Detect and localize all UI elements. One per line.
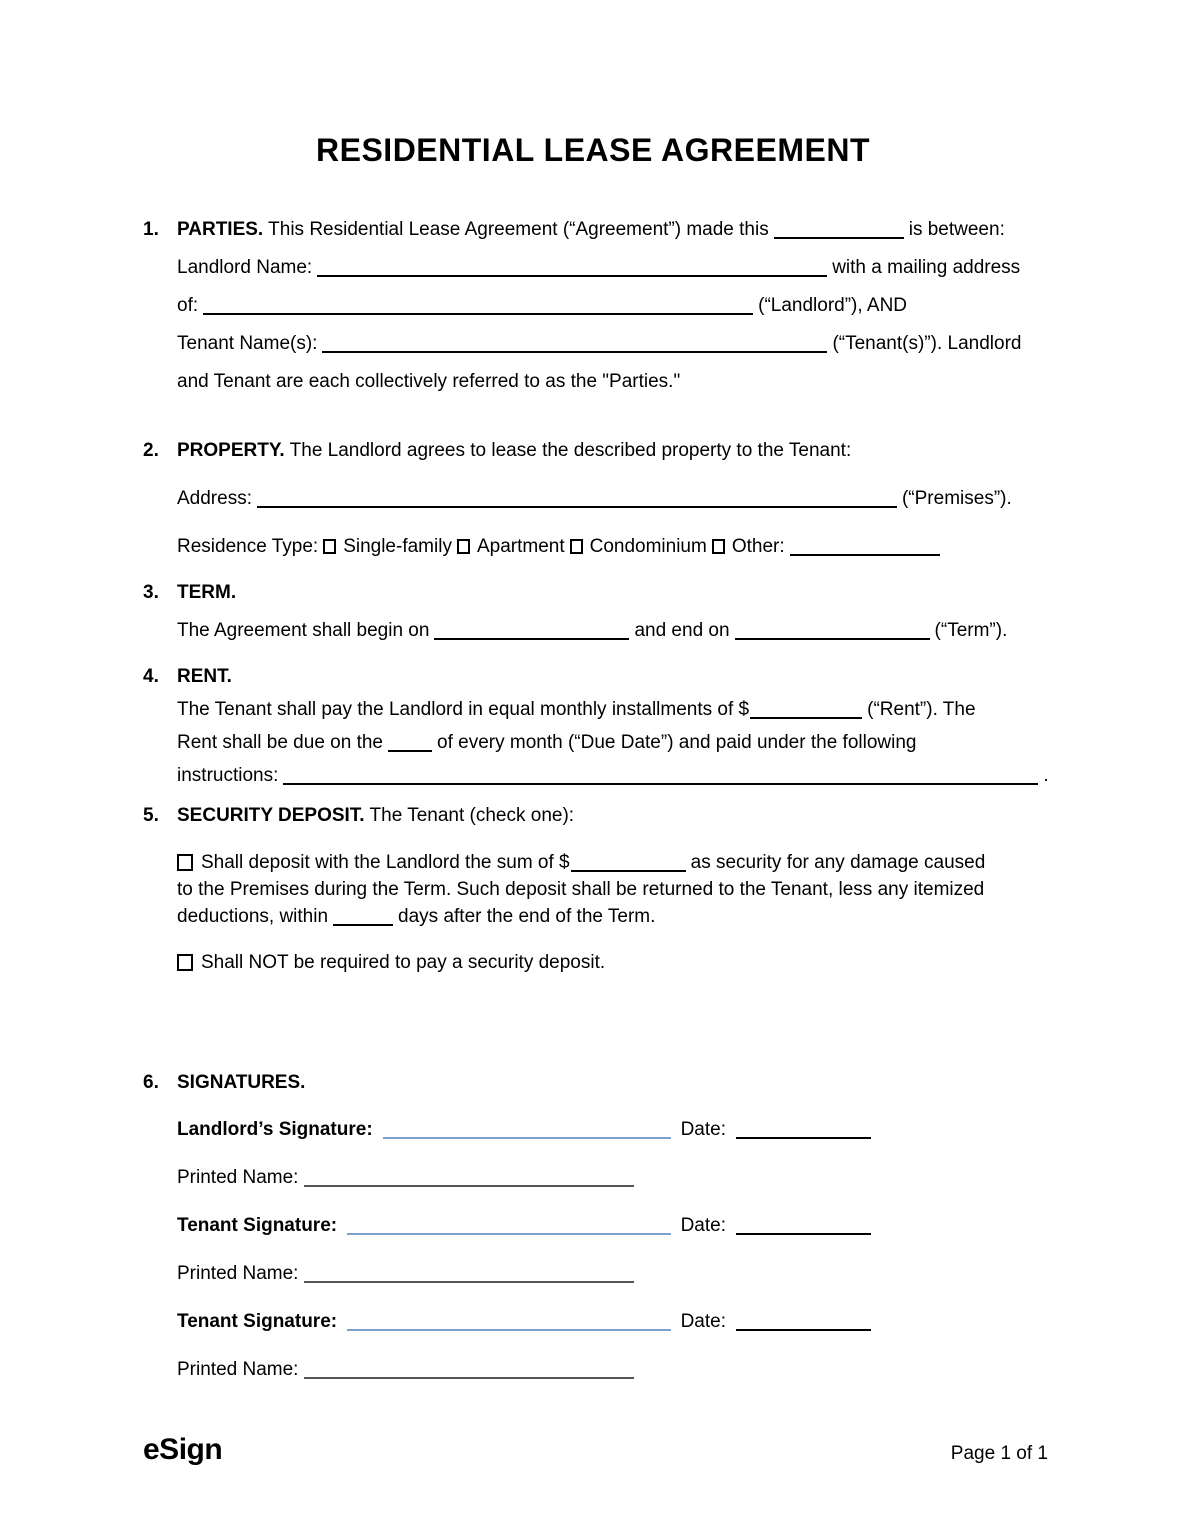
instructions-period: . [1043,765,1049,786]
option-condominium-label: Condominium [589,536,707,557]
printed-name-label: Printed Name: [177,1263,299,1284]
landlord-name-suffix: with a mailing address [832,257,1021,278]
tenant-2-printed-name-line[interactable] [304,1365,634,1379]
section-heading: RENT. [177,666,232,687]
tenant-suffix: (“Tenant(s)”). Landlord [832,333,1022,354]
term-begin-text: The Agreement shall begin on [177,620,430,641]
landlord-date-line[interactable] [736,1137,871,1139]
section-heading: SIGNATURES. [177,1072,306,1093]
date-label: Date: [680,1119,726,1140]
printed-name-label: Printed Name: [177,1167,299,1188]
section-property [143,427,1048,571]
agreement-date-blank-field[interactable] [774,225,904,239]
section-number: 1. [143,219,159,240]
premises-suffix: (“Premises”). [901,488,1012,509]
date-label: Date: [680,1311,726,1332]
rent-amount-text: The Tenant shall pay the Landlord in equal monthly installments of $ [177,699,750,720]
esign-logo: eSign [143,1433,223,1466]
deposit-intro-text: The Tenant (check one): [369,805,575,826]
deposit-a-line2-text: to the Premises during the Term. Such deposit shall be returned to the Tenant, less any itemized [177,879,985,900]
date-label: Date: [680,1215,726,1236]
checkbox-condominium[interactable] [570,539,583,554]
tenant-name-label: Tenant Name(s): [177,333,318,354]
rent-due-day-blank-field[interactable] [388,738,432,752]
tenant-2-signature-line[interactable] [347,1329,670,1331]
sig-row-landlord [143,1106,871,1154]
page-title: RESIDENTIAL LEASE AGREEMENT [316,132,870,168]
printed-name-label: Printed Name: [177,1359,299,1380]
section-number: 5. [143,805,159,826]
landlord-signature-line[interactable] [383,1137,671,1139]
option-other-label: Other: [731,536,785,557]
landlord-suffix: (“Landlord”), AND [758,295,908,316]
section-term [143,574,1048,650]
tenant-1-printed-name-line[interactable] [304,1269,634,1283]
term-start-date-blank-field[interactable] [434,626,629,640]
deposit-option-b [143,949,1048,976]
sig-row-tenant-1 [143,1202,871,1250]
section-number: 6. [143,1072,159,1093]
rent-due-text: Rent shall be due on the [177,732,383,753]
other-residence-blank-field[interactable] [790,542,940,556]
checkbox-no-deposit[interactable] [177,954,193,971]
page-footer [143,1428,1048,1476]
section-number: 3. [143,582,159,603]
checkbox-single-family[interactable] [323,539,336,554]
option-apartment-label: Apartment [476,536,565,557]
checkbox-apartment[interactable] [457,539,470,554]
parties-closing-text: and Tenant are each collectively referred to as the "Parties." [177,371,681,392]
section-signatures [143,1064,1048,1394]
deposit-a-line1-suffix: as security for any damage caused [690,852,986,873]
parties-intro-text: This Residential Lease Agreement (“Agreement”) made this [268,219,769,240]
deposit-b-text: Shall NOT be required to pay a security deposit. [201,952,606,973]
property-address-blank-field[interactable] [257,494,897,508]
term-end-date-blank-field[interactable] [735,626,930,640]
tenant-signature-label: Tenant Signature: [177,1311,338,1332]
section-security-deposit [143,797,1048,976]
page-number-label: Page 1 of 1 [950,1443,1048,1464]
printed-name-row-landlord [143,1154,1048,1202]
property-intro-text: The Landlord agrees to lease the described property to the Tenant: [289,440,852,461]
section-parties [143,211,1048,401]
address-label: Address: [177,488,252,509]
tenant-1-date-line[interactable] [736,1233,871,1235]
tenant-1-signature-line[interactable] [347,1233,670,1235]
deposit-a-line1-text: Shall deposit with the Landlord the sum of $ [201,852,570,873]
section-heading: TERM. [177,582,237,603]
parties-intro-suffix: is between: [908,219,1005,240]
section-heading: SECURITY DEPOSIT. [177,805,365,826]
instructions-label: instructions: [177,765,279,786]
checkbox-shall-deposit[interactable] [177,854,193,871]
section-rent [143,660,1048,792]
mailing-address-label: of: [177,295,199,316]
landlord-printed-name-line[interactable] [304,1173,634,1187]
landlord-address-blank-field[interactable] [203,301,753,315]
landlord-name-label: Landlord Name: [177,257,313,278]
rent-amount-blank-field[interactable] [750,705,862,719]
tenant-signature-label: Tenant Signature: [177,1215,338,1236]
deposit-a-line3-suffix: days after the end of the Term. [398,906,656,927]
section-number: 2. [143,440,159,461]
tenant-name-blank-field[interactable] [322,339,827,353]
printed-name-row-tenant-1 [143,1250,1048,1298]
sig-row-tenant-2 [143,1298,871,1346]
option-single-family-label: Single-family [343,536,452,557]
section-heading: PARTIES. [177,219,264,240]
deposit-a-line3-text: deductions, within [177,906,329,927]
landlord-signature-label: Landlord’s Signature: [177,1119,373,1140]
rent-amount-suffix: (“Rent”). The [867,699,976,720]
printed-name-row-tenant-2 [143,1346,1048,1394]
section-heading: PROPERTY. [177,440,285,461]
payment-instructions-blank-field[interactable] [283,771,1038,785]
rent-due-suffix: of every month (“Due Date”) and paid under the following [437,732,917,753]
term-end-text: and end on [634,620,730,641]
deposit-option-a [143,849,1048,930]
landlord-name-blank-field[interactable] [317,263,827,277]
deposit-days-blank-field[interactable] [333,912,393,926]
term-suffix: (“Term”). [934,620,1008,641]
tenant-2-date-line[interactable] [736,1329,871,1331]
checkbox-other[interactable] [712,539,725,554]
deposit-sum-blank-field[interactable] [571,858,686,872]
section-number: 4. [143,666,159,687]
residence-type-label: Residence Type: [177,536,319,557]
